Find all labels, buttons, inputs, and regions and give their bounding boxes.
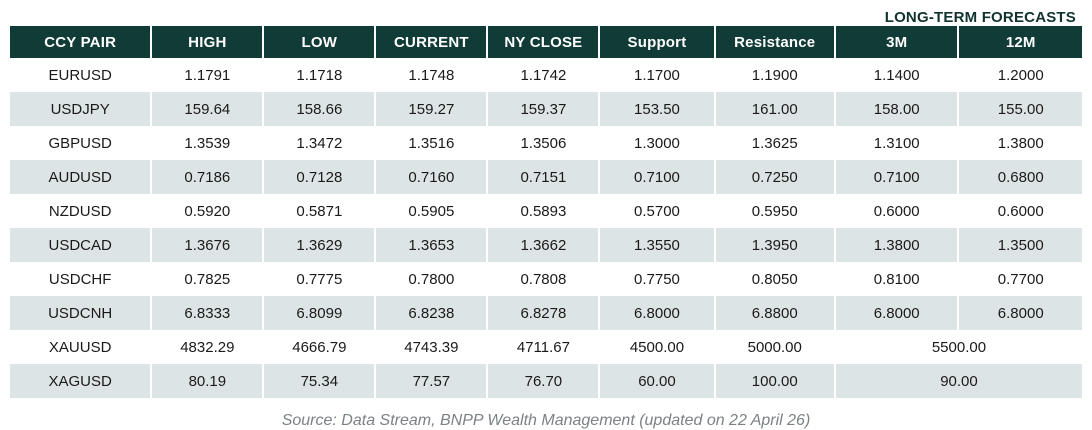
cell-ny-close: 1.3506 — [487, 126, 599, 160]
cell-ccy-pair: USDJPY — [10, 92, 151, 126]
table-row — [10, 262, 1082, 296]
cell-support: 0.7750 — [599, 262, 714, 296]
cell-12m: 6.8000 — [958, 296, 1082, 330]
cell-high: 0.7186 — [151, 160, 263, 194]
cell-high: 80.19 — [151, 364, 263, 398]
cell-12m: 1.3800 — [958, 126, 1082, 160]
cell-current: 159.27 — [375, 92, 487, 126]
cell-ny-close: 76.70 — [487, 364, 599, 398]
cell-3m: 1.1400 — [835, 58, 959, 92]
cell-12m: 1.3500 — [958, 228, 1082, 262]
cell-low: 0.5871 — [263, 194, 375, 228]
cell-ccy-pair: AUDUSD — [10, 160, 151, 194]
cell-high: 4832.29 — [151, 330, 263, 364]
cell-ny-close: 0.5893 — [487, 194, 599, 228]
cell-3m: 158.00 — [835, 92, 959, 126]
table-row — [10, 228, 1082, 262]
cell-3m: 6.8000 — [835, 296, 959, 330]
cell-resistance: 0.8050 — [715, 262, 835, 296]
cell-ny-close: 1.1742 — [487, 58, 599, 92]
cell-current: 1.1748 — [375, 58, 487, 92]
column-header-support[interactable]: Support — [599, 26, 714, 58]
cell-ccy-pair: USDCHF — [10, 262, 151, 296]
cell-low: 4666.79 — [263, 330, 375, 364]
cell-ny-close: 6.8278 — [487, 296, 599, 330]
cell-current: 0.7160 — [375, 160, 487, 194]
cell-support: 153.50 — [599, 92, 714, 126]
cell-resistance: 0.7250 — [715, 160, 835, 194]
table-row — [10, 160, 1082, 194]
cell-support: 4500.00 — [599, 330, 714, 364]
source-note: Source: Data Stream, BNPP Wealth Management (updated on 22 April 26) — [281, 412, 811, 429]
cell-high: 1.3676 — [151, 228, 263, 262]
cell-resistance: 100.00 — [715, 364, 835, 398]
cell-support: 0.5700 — [599, 194, 714, 228]
cell-current: 4743.39 — [375, 330, 487, 364]
cell-high: 0.5920 — [151, 194, 263, 228]
cell-support: 60.00 — [599, 364, 714, 398]
cell-current: 1.3653 — [375, 228, 487, 262]
column-header-ny-close[interactable]: NY CLOSE — [487, 26, 599, 58]
table-row — [10, 364, 1082, 398]
column-header-12m[interactable]: 12M — [958, 26, 1082, 58]
cell-high: 6.8333 — [151, 296, 263, 330]
cell-3m: 0.6000 — [835, 194, 959, 228]
cell-12m: 0.6000 — [958, 194, 1082, 228]
cell-3m: 1.3100 — [835, 126, 959, 160]
cell-ny-close: 4711.67 — [487, 330, 599, 364]
cell-ccy-pair: XAGUSD — [10, 364, 151, 398]
table-row — [10, 296, 1082, 330]
cell-low: 0.7775 — [263, 262, 375, 296]
cell-low: 75.34 — [263, 364, 375, 398]
cell-support: 1.3550 — [599, 228, 714, 262]
table-row — [10, 92, 1082, 126]
cell-resistance: 5000.00 — [715, 330, 835, 364]
cell-resistance: 0.5950 — [715, 194, 835, 228]
cell-12m: 155.00 — [958, 92, 1082, 126]
cell-ny-close: 159.37 — [487, 92, 599, 126]
long-term-forecast-header — [10, 0, 1082, 26]
cell-forecast-merged: 90.00 — [835, 364, 1082, 398]
column-header-3m[interactable]: 3M — [835, 26, 959, 58]
cell-low: 1.3472 — [263, 126, 375, 160]
table-header — [10, 26, 1082, 58]
cell-current: 0.7800 — [375, 262, 487, 296]
cell-current: 6.8238 — [375, 296, 487, 330]
cell-ccy-pair: GBPUSD — [10, 126, 151, 160]
cell-support: 6.8000 — [599, 296, 714, 330]
table-row — [10, 194, 1082, 228]
cell-support: 0.7100 — [599, 160, 714, 194]
cell-ny-close: 1.3662 — [487, 228, 599, 262]
cell-ccy-pair: EURUSD — [10, 58, 151, 92]
cell-3m: 1.3800 — [835, 228, 959, 262]
column-header-ccy-pair[interactable]: CCY PAIR — [10, 26, 151, 58]
cell-resistance: 1.3625 — [715, 126, 835, 160]
cell-high: 1.3539 — [151, 126, 263, 160]
table-header-row — [10, 26, 1082, 58]
cell-3m: 0.7100 — [835, 160, 959, 194]
cell-low: 158.66 — [263, 92, 375, 126]
cell-resistance: 1.1900 — [715, 58, 835, 92]
column-header-high[interactable]: HIGH — [151, 26, 263, 58]
cell-ccy-pair: NZDUSD — [10, 194, 151, 228]
cell-resistance: 1.3950 — [715, 228, 835, 262]
table-row — [10, 126, 1082, 160]
cell-3m: 0.8100 — [835, 262, 959, 296]
cell-high: 1.1791 — [151, 58, 263, 92]
cell-ny-close: 0.7808 — [487, 262, 599, 296]
cell-current: 0.5905 — [375, 194, 487, 228]
cell-current: 77.57 — [375, 364, 487, 398]
cell-resistance: 161.00 — [715, 92, 835, 126]
table-row — [10, 330, 1082, 364]
cell-high: 0.7825 — [151, 262, 263, 296]
cell-high: 159.64 — [151, 92, 263, 126]
column-header-resistance[interactable]: Resistance — [715, 26, 835, 58]
cell-ccy-pair: USDCAD — [10, 228, 151, 262]
cell-low: 6.8099 — [263, 296, 375, 330]
cell-12m: 0.7700 — [958, 262, 1082, 296]
column-header-low[interactable]: LOW — [263, 26, 375, 58]
cell-low: 0.7128 — [263, 160, 375, 194]
table-body — [10, 58, 1082, 398]
cell-low: 1.3629 — [263, 228, 375, 262]
table-row — [10, 58, 1082, 92]
cell-ny-close: 0.7151 — [487, 160, 599, 194]
cell-12m: 1.2000 — [958, 58, 1082, 92]
cell-forecast-merged: 5500.00 — [835, 330, 1082, 364]
cell-current: 1.3516 — [375, 126, 487, 160]
cell-support: 1.1700 — [599, 58, 714, 92]
cell-low: 1.1718 — [263, 58, 375, 92]
cell-support: 1.3000 — [599, 126, 714, 160]
long-term-forecasts-label: LONG-TERM FORECASTS — [884, 9, 1076, 26]
cell-ccy-pair: XAUUSD — [10, 330, 151, 364]
column-header-current[interactable]: CURRENT — [375, 26, 487, 58]
fx-rates-table — [10, 26, 1082, 398]
cell-resistance: 6.8800 — [715, 296, 835, 330]
cell-ccy-pair: USDCNH — [10, 296, 151, 330]
cell-12m: 0.6800 — [958, 160, 1082, 194]
